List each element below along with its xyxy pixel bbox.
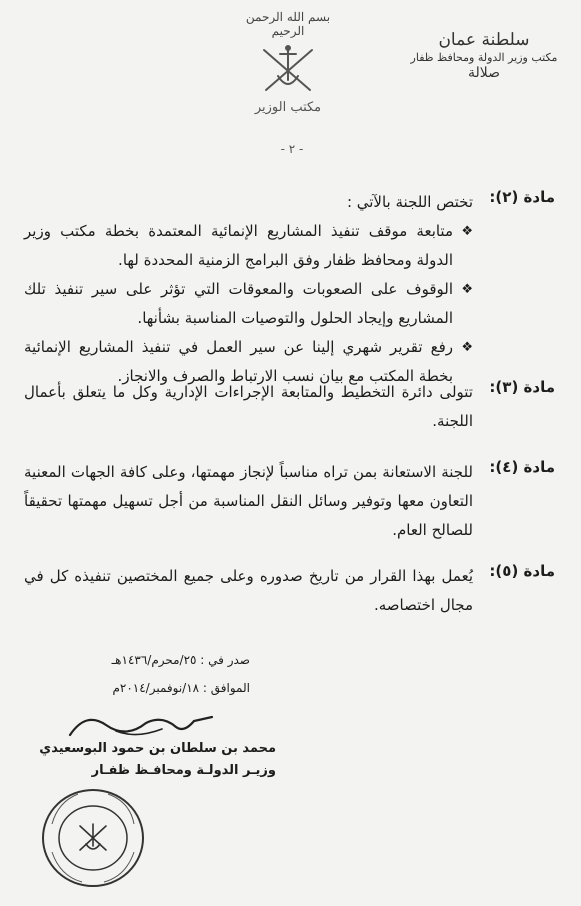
- letterhead-org: [409, 30, 559, 83]
- diamond-bullet-icon: ❖: [461, 224, 473, 239]
- page-number: - ٢ -: [280, 142, 304, 156]
- article-2: [24, 188, 555, 391]
- signer-title: وزيـر الدولـة ومحافـظ ظفـار: [91, 763, 276, 778]
- article-2-label: مادة (٢):: [489, 188, 555, 206]
- issue-dates: [30, 646, 250, 702]
- org-city: صلالة: [467, 65, 500, 81]
- basmala: بسم الله الرحمن الرحيم: [245, 10, 331, 38]
- issued-date: صدر في : ٢٥/محرم/١٤٣٦هـ: [111, 653, 250, 667]
- article-4-text: للجنة الاستعانة بمن تراه مناسباً لإنجاز مهمتها، وعلى كافة الجهات المعنية التعاون معها وتوفير وسائل النقل المناسبة من أجل تسهيل مهمتها تحقيقاً للصالح العام.: [24, 463, 473, 539]
- article-2-intro: تختص اللجنة بالآتي :: [346, 193, 473, 211]
- signer-block: [6, 738, 276, 782]
- article-5-text: يُعمل بهذا القرار من تاريخ صدوره وعلى جميع المختصين تنفيذه كل في مجال اختصاصه.: [24, 567, 473, 614]
- letterhead-emblem: [228, 10, 348, 115]
- org-office: مكتب وزير الدولة ومحافظ ظفار: [410, 51, 558, 65]
- diamond-bullet-icon: ❖: [461, 282, 473, 297]
- article-3: [24, 378, 555, 436]
- corresponding-date: الموافق : ١٨/نوفمبر/٢٠١٤م: [112, 681, 250, 695]
- article-4: [24, 458, 555, 545]
- list-item: ❖ متابعة موقف تنفيذ المشاريع الإنمائية المعتمدة بخطة مكتب وزير الدولة ومحافظ ظفار وفق البرامج الزمنية المحددة لها.: [24, 217, 473, 275]
- list-item: ❖ رفع تقرير شهري إلينا عن سير العمل في تنفيذ المشاريع الإنمائية بخطة المكتب مع بيان نسب الارتباط والصرف والانجاز.: [24, 333, 473, 391]
- oman-emblem-icon: [256, 40, 320, 98]
- official-stamp-icon: [38, 784, 148, 892]
- diamond-bullet-icon: ❖: [461, 340, 473, 355]
- list-item: ❖ الوقوف على الصعوبات والمعوقات التي تؤثر على سير تنفيذ تلك المشاريع وإيجاد الحلول والتوصيات المناسبة بشأنها.: [24, 275, 473, 333]
- signer-name: محمد بن سلطان بن حمود البوسعيدي: [39, 741, 276, 756]
- article-3-text: تتولى دائرة التخطيط والمتابعة الإجراءات الإدارية وكل ما يتعلق بأعمال اللجنة.: [24, 383, 473, 430]
- office-signature-mark: مكتب الوزير: [254, 100, 322, 115]
- article-3-label: مادة (٣):: [489, 378, 555, 396]
- article-5-label: مادة (٥):: [489, 562, 555, 580]
- org-name: سلطنة عمان: [438, 30, 530, 50]
- article-2-list: [24, 217, 473, 391]
- article-5: [24, 562, 555, 620]
- article-4-label: مادة (٤):: [489, 458, 555, 476]
